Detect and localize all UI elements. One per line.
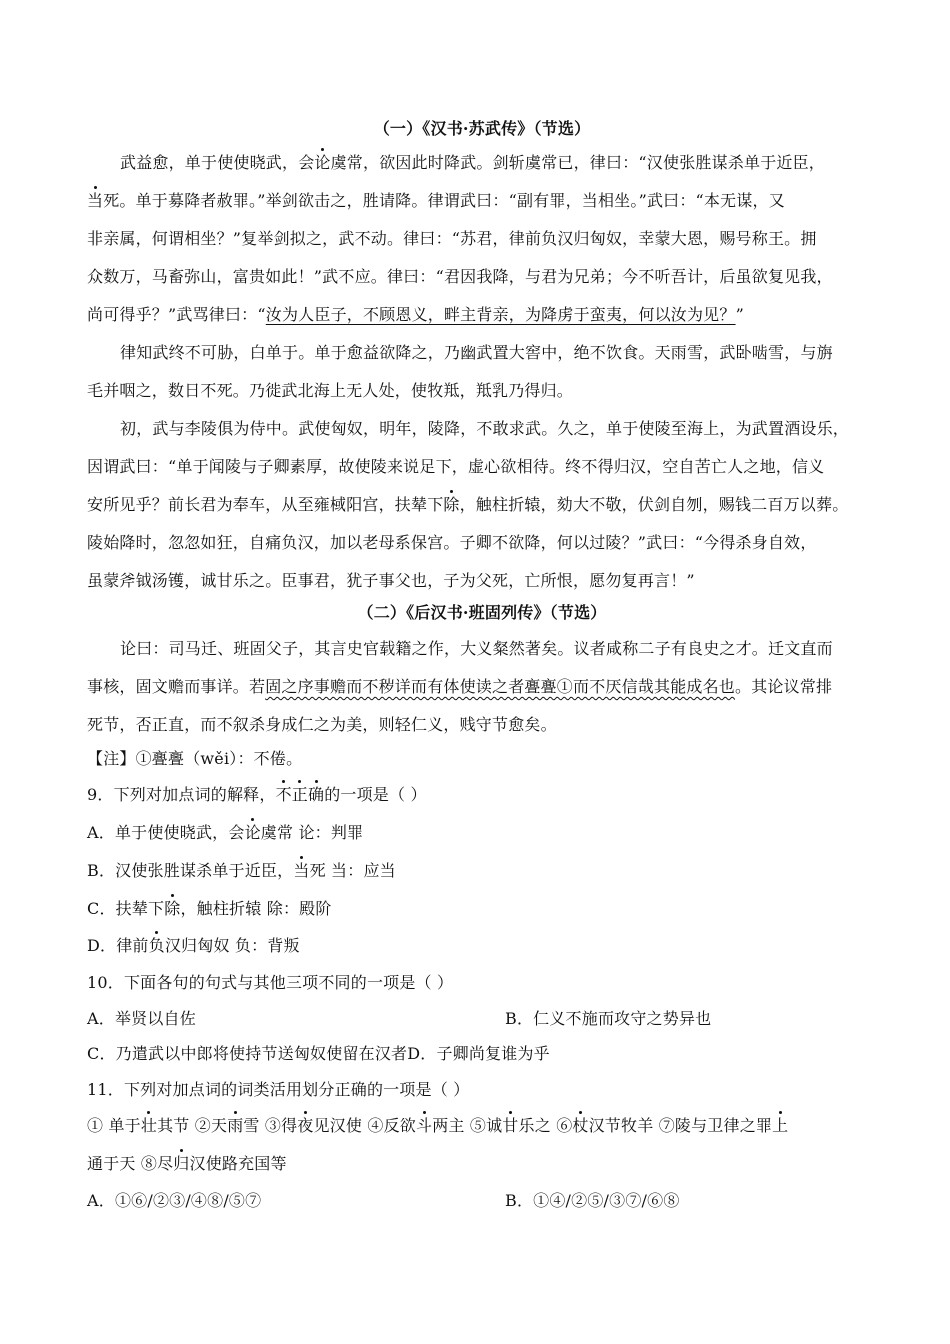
p1-line-1: 武益愈，单于使使晓武，会论虞常，欲因此时降武。剑斩虞常已，律曰：“汉使张胜谋杀单于近臣， xyxy=(120,153,825,172)
wavy-underlined-sentence: 固之序事赡而不秽详而有体使读之者亹亹①而不厌信哉其能成名也 xyxy=(265,677,736,696)
passage1-title: （一）《汉书·苏武传》（节选） xyxy=(373,119,591,138)
p1-line-8: 初，武与李陵俱为侍中。武使匈奴，明年，陵降，不敢求武。久之，单于使陵至海上，为武置酒设乐， xyxy=(120,419,850,438)
q9-option-a[interactable]: A．单于使使晓武，会论虞常 论：判罪 xyxy=(87,823,364,842)
q9-stem: 9．下列对加点词的解释，不正确的一项是（ ） xyxy=(87,785,427,804)
p1-line-2: 当死。单于募降者赦罪。”举剑欲击之，胜请降。律谓武曰：“副有罪，当相坐。”武曰：“本无谋，又 xyxy=(87,191,785,210)
dotted-char: 除 xyxy=(443,495,460,514)
p1-line-10: 安所见乎？前长君为奉车，从至雍棫阳宫，扶辇下除，触柱折辕，劾大不敬，伏剑自刎，赐钱二百万以葬。 xyxy=(87,495,849,514)
q9-option-d[interactable]: D．律前负汉归匈奴 负：背叛 xyxy=(87,936,300,955)
underlined-sentence: 汝为人臣子，不顾恩义，畔主背亲，为降虏于蛮夷，何以汝为见？ xyxy=(265,305,736,324)
dotted-char: 当 xyxy=(87,191,104,210)
p1-line-11: 陵始降时，忽忽如狂，自痛负汉，加以老母系保宫。子卿不欲降，何以过陵？”武曰：“今得杀身自效， xyxy=(87,533,817,552)
annotation-note: 【注】①亹亹（wěi）：不倦。 xyxy=(87,749,303,768)
p2-line-2: 事核，固文赡而事详。若固之序事赡而不秽详而有体使读之者亹亹①而不厌信哉其能成名也。其论议常排 xyxy=(87,677,833,696)
p1-line-9: 因谓武曰：“单于闻陵与子卿素厚，故使陵来说足下，虚心欲相待。终不得归汉，空自苦亡人之地，信义 xyxy=(87,457,825,476)
p1-line-4: 众数万，马畜弥山，富贵如此！”武不应。律曰：“君因我降，与君为兄弟；今不听吾计，后虽欲复见我， xyxy=(87,267,833,286)
p1-line-12: 虽蒙斧钺汤镬，诚甘乐之。臣事君，犹子事父也，子为父死，亡所恨，愿勿复再言！” xyxy=(87,571,695,590)
q10-option-b[interactable]: B．仁义不施而攻守之势异也 xyxy=(505,1009,712,1028)
q10-stem: 10．下面各句的句式与其他三项不同的一项是（ ） xyxy=(87,973,454,992)
q10-row-1 xyxy=(87,1008,877,1030)
dotted-char: 论 xyxy=(314,153,331,172)
q10-option-c[interactable]: C．乃遣武以中郎将使持节送匈奴使留在汉者 xyxy=(87,1044,408,1063)
q11-option-b[interactable]: B．①④/②⑤/③⑦/⑥⑧ xyxy=(505,1191,680,1210)
p1-line-7: 毛并咽之，数日不死。乃徙武北海上无人处，使牧羝，羝乳乃得归。 xyxy=(87,381,574,400)
q11-stem: 11．下列对加点词的词类活用划分正确的一项是（ ） xyxy=(87,1080,470,1099)
q10-option-a[interactable]: A．举贤以自佐 xyxy=(87,1009,196,1028)
q11-option-a[interactable]: A．①⑥/②③/④⑧/⑤⑦ xyxy=(87,1191,262,1210)
q11-items-line-2: 通于天 ⑧尽归汉使路充国等 xyxy=(87,1154,287,1173)
q10-row-2 xyxy=(87,1043,877,1065)
p1-line-3: 非亲属，何谓相坐？”复举剑拟之，武不动。律曰：“苏君，律前负汉归匈奴，幸蒙大恩，赐号称王。拥 xyxy=(87,229,817,248)
q9-option-c[interactable]: C．扶辇下除，触柱折辕 除：殿阶 xyxy=(87,899,332,918)
q10-option-d[interactable]: D．子卿尚复谁为乎 xyxy=(407,1044,550,1063)
p1-line-6: 律知武终不可胁，白单于。单于愈益欲降之，乃幽武置大窖中，绝不饮食。天雨雪，武卧啮雪，与旃 xyxy=(120,343,833,362)
p1-line-5: 尚可得乎？”武骂律曰：“汝为人臣子，不顾恩义，畔主背亲，为降虏于蛮夷，何以汝为见？” xyxy=(87,305,744,324)
q11-items-line-1: ① 单于壮其节 ②天雨雪 ③得夜见汉使 ④反欲斗两主 ⑤诚甘乐之 ⑥杖汉节牧羊 ⑦陵与卫律之罪上 xyxy=(87,1116,789,1135)
p2-line-1: 论曰：司马迁、班固父子，其言史官载籍之作，大义粲然著矣。议者咸称二子有良史之才。迁文直而 xyxy=(120,639,833,658)
q9-option-b[interactable]: B．汉使张胜谋杀单于近臣，当死 当：应当 xyxy=(87,861,396,880)
passage2-title: （二）《后汉书·班固列传》（节选） xyxy=(357,603,607,622)
q11-row-options xyxy=(87,1190,877,1212)
p2-line-3: 死节，否正直，而不叙杀身成仁之为美，则轻仁义，贱守节愈矣。 xyxy=(87,715,557,734)
